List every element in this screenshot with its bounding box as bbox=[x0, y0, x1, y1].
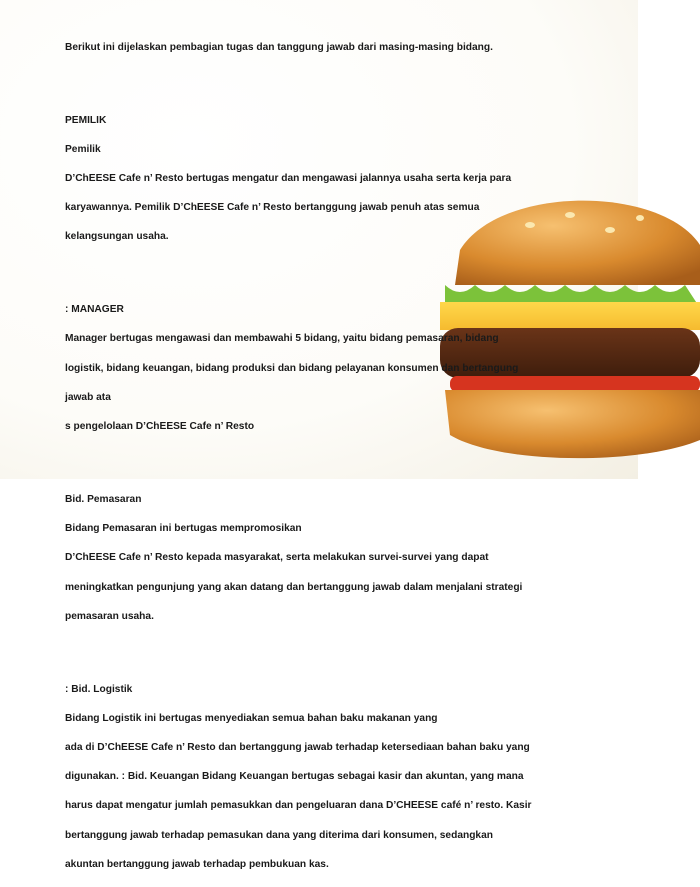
logistik-line: bertanggung jawab terhadap pemasukan dana yang diterima dari konsumen, sedangkan bbox=[65, 829, 493, 841]
pemilik-heading: PEMILIK bbox=[65, 114, 107, 126]
pemasaran-line: Bidang Pemasaran ini bertugas mempromosikan bbox=[65, 523, 302, 535]
pemasaran-line: meningkatkan pengunjung yang akan datang dan bertanggung jawab dalam menjalani strategi bbox=[65, 581, 523, 593]
intro-text: Berikut ini dijelaskan pembagian tugas dan tanggung jawab dari masing-masing bidang. bbox=[65, 41, 493, 53]
logistik-line: ada di D’ChEESE Cafe n’ Resto dan bertanggung jawab terhadap ketersediaan bahan baku yang bbox=[65, 742, 530, 754]
pemilik-subheading: Pemilik bbox=[65, 143, 101, 155]
manager-line: logistik, bidang keuangan, bidang produksi dan bidang pelayanan konsumen dan bertangung bbox=[65, 362, 519, 374]
logistik-line: harus dapat mengatur jumlah pemasukkan dan pengeluaran dana D’CHEESE café n’ resto. Kasir bbox=[65, 800, 532, 812]
logistik-line: akuntan bertanggung jawab terhadap pembukuan kas. bbox=[65, 858, 329, 870]
manager-line: Manager bertugas mengawasi dan membawahi 5 bidang, yaitu bidang pemasaran, bidang bbox=[65, 333, 499, 345]
pemasaran-line: pemasaran usaha. bbox=[65, 610, 154, 622]
manager-line: jawab ata bbox=[65, 391, 111, 403]
logistik-line: digunakan. : Bid. Keuangan Bidang Keuangan bertugas sebagai kasir dan akuntan, yang mana bbox=[65, 771, 524, 783]
pemilik-line: karyawannya. Pemilik D’ChEESE Cafe n’ Resto bertanggung jawab penuh atas semua bbox=[65, 202, 480, 214]
pemasaran-line: D’ChEESE Cafe n’ Resto kepada masyarakat, serta melakukan survei-survei yang dapat bbox=[65, 552, 489, 564]
manager-heading: : MANAGER bbox=[65, 304, 124, 316]
logistik-line: Bidang Logistik ini bertugas menyediakan semua bahan baku makanan yang bbox=[65, 712, 438, 724]
manager-line: s pengelolaan D’ChEESE Cafe n’ Resto bbox=[65, 421, 255, 433]
document-body bbox=[65, 26, 575, 887]
logistik-heading: : Bid. Logistik bbox=[65, 683, 133, 695]
pemilik-line: D’ChEESE Cafe n’ Resto bertugas mengatur dan mengawasi jalannya usaha serta kerja para bbox=[65, 172, 512, 184]
pemilik-line: kelangsungan usaha. bbox=[65, 231, 169, 243]
pemasaran-heading: Bid. Pemasaran bbox=[65, 494, 142, 505]
